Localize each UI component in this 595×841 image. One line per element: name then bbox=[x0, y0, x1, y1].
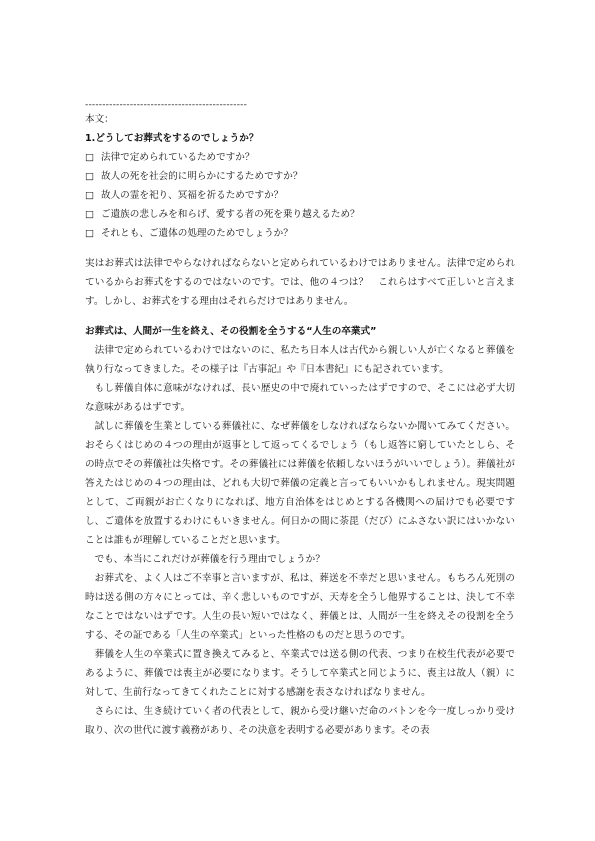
list-item bbox=[85, 148, 515, 167]
checkbox-square-icon: □ bbox=[85, 228, 95, 239]
list-item bbox=[85, 224, 515, 243]
body-paragraph: 葬儀を人生の卒業式に置き換えてみると、卒業式では送る側の代表、つまり在校生代表が必要であるように、葬儀では喪主が必要になります。そうして卒業式と同じように、喪主は故人（親）に対して、生前行なってきてくれたことに対する感謝を表さなければなりません。 bbox=[85, 649, 515, 698]
list-item-text: 故人の死を社会的に明らかにするためですか？ bbox=[101, 171, 303, 182]
body-paragraph: もし葬儀自体に意味がなければ、長い歴史の中で廃れていったはずですので、そこには必ず大切な意味があるはずです。 bbox=[85, 383, 515, 413]
checkbox-square-icon: □ bbox=[85, 190, 95, 201]
list-item-text: それとも、ご遺体の処理のためでしょうか？ bbox=[101, 228, 293, 239]
spacer bbox=[85, 243, 515, 254]
list-item-text: 法律で定められているためですか？ bbox=[101, 152, 255, 163]
intro-paragraph: 実はお葬式は法律でやらなければならないと定められているわけではありません。法律で定められているからお葬式をするのではないのです。では、他の４つは？ これらはすべて正しいと言えます。しかし、お葬式をする理由はそれらだけではありません。 bbox=[85, 258, 515, 307]
document-body bbox=[85, 100, 515, 740]
list-item-text: ご遺族の悲しみを和らげ、愛する者の死を乗り越えるため？ bbox=[101, 209, 360, 220]
question-list bbox=[85, 148, 515, 243]
checkbox-square-icon: □ bbox=[85, 152, 95, 163]
list-item bbox=[85, 167, 515, 186]
body-paragraph: さらには、生き続けていく者の代表として、親から受け継いだ命のバトンを今一度しっかり受け取り、次の世代に渡す義務があり、その決意を表明する必要があります。その表 bbox=[85, 706, 515, 736]
heading-life-graduation: お葬式は、人間が一生を終え、その役割を全うする“人生の卒業式” bbox=[85, 326, 377, 337]
list-item bbox=[85, 186, 515, 205]
list-item bbox=[85, 205, 515, 224]
spacer bbox=[85, 311, 515, 322]
body-paragraph: 法律で定められているわけではないのに、私たち日本人は古代から親しい人が亡くなると葬儀を執り行なってきました。その様子は『古事記』や『日本書紀』にも記されています。 bbox=[85, 345, 515, 375]
body-paragraph: でも、本当にこれだけが葬儀を行う理由でしょうか？ bbox=[94, 554, 325, 565]
body-paragraph: 試しに葬儀を生業としている葬儀社に、なぜ葬儀をしなければならないか聞いてみてください。おそらくはじめの４つの理由が返事として返ってくるでしょう（もし返答に窮していたとしら、その時点でその葬儀社は失格です。その葬儀社には葬儀を依頼しないほうがいいでしょう）。葬儀社が答えたはじめの４つの理由は、どれも大切で葬儀の定義と言ってもいいかもしれません。現実問題として、ご両親がお亡くなりになれば、地方自治体をはじめとする各機関への届けでも必要ですし、ご遺体を放置するわけにもいきません。何日かの間に荼毘（だび）にふさない訳にはいかないことは誰もが理解していることだと思います。 bbox=[85, 421, 515, 546]
checkbox-square-icon: □ bbox=[85, 209, 95, 220]
body-paragraph: お葬式を、よく人はご不幸事と言いますが、私は、葬送を不幸だと思いません。もちろん死別の時は送る側の方々にとっては、辛く悲しいものですが、天寿を全うし他界することは、決して不幸なことではないはずです。人生の長い短いではなく、葬儀とは、人間が一生を終えその役割を全うする、その証である「人生の卒業式」といった性格のものだと思うのです。 bbox=[85, 573, 515, 641]
list-item-text: 故人の霊を祀り、冥福を祈るためですか？ bbox=[101, 190, 284, 201]
heading-why-funeral: 1.どうしてお葬式をするのでしょうか？ bbox=[85, 133, 259, 144]
separator-line: ----------------------------------------------- bbox=[85, 100, 248, 110]
section-label: 本文： bbox=[85, 114, 114, 125]
checkbox-square-icon: □ bbox=[85, 171, 95, 182]
